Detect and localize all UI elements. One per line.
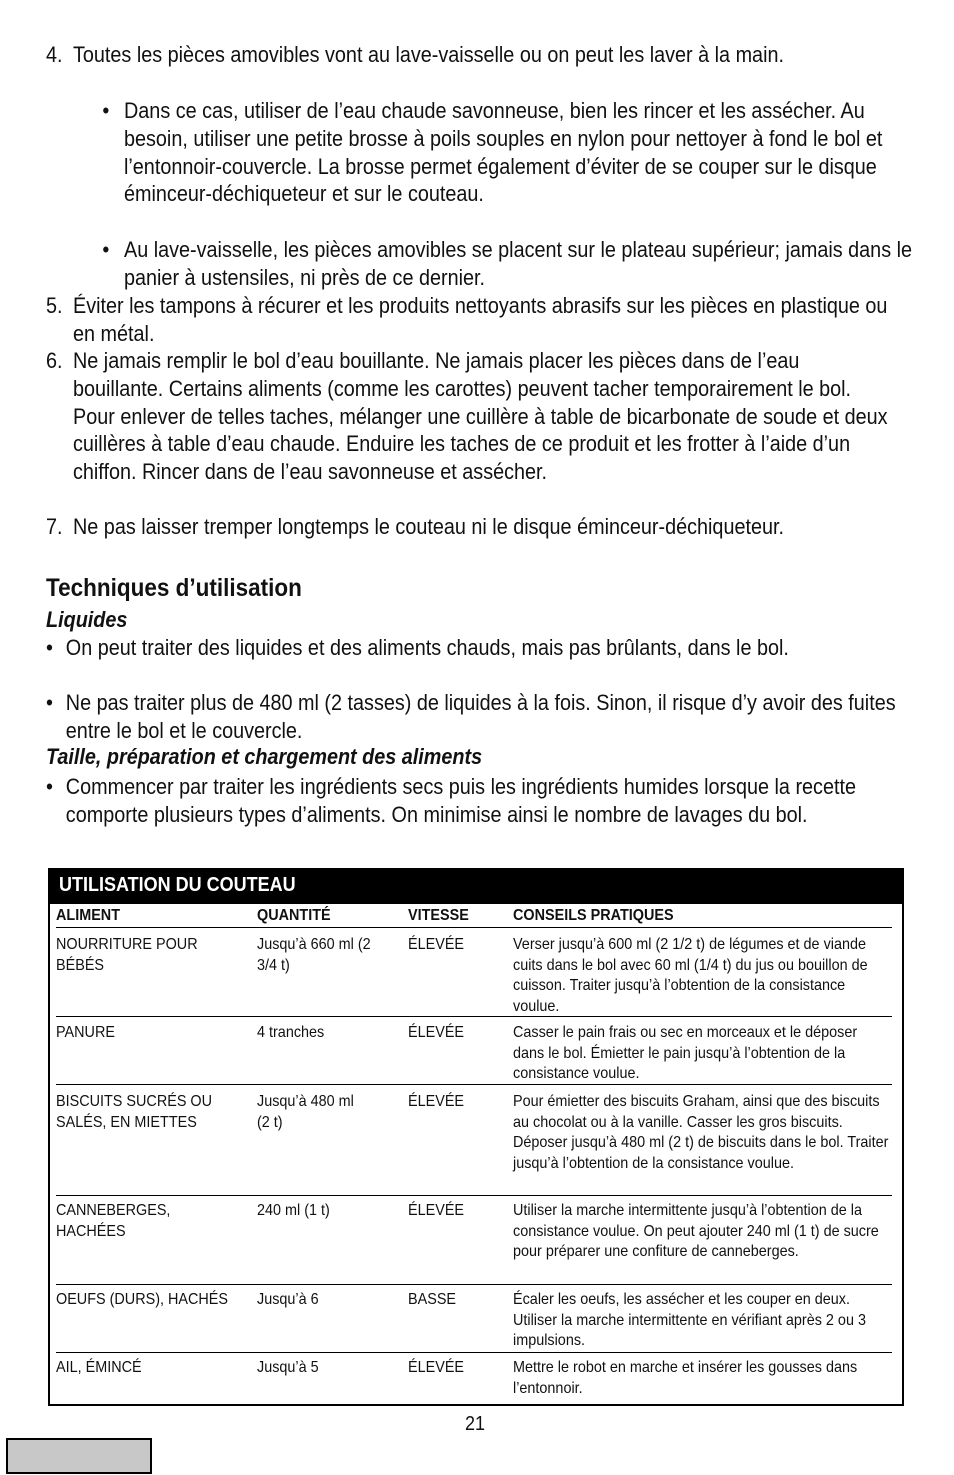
header-conseils: CONSEILS PRATIQUES bbox=[513, 907, 674, 924]
cell-aliment: OEUFS (DURS), HACHÉS bbox=[56, 1291, 229, 1308]
cell-vitesse: ÉLEVÉE bbox=[408, 1202, 465, 1219]
bullet-text: Commencer par traiter les ingrédients secs puis les ingrédients humides lorsque la recette comporte plusieurs types d’aliments. On minimise ainsi le nombre de lavages du bol. bbox=[65, 774, 856, 827]
cell-conseils: Écaler les oeufs, les assécher et les couper en deux. Utiliser la marche intermittente en vérifiant après 2 ou 3 impulsions. bbox=[513, 1291, 866, 1350]
item-text: Éviter les tampons à récurer et les produits nettoyants abrasifs sur les pièces en plastique ou en métal. bbox=[73, 293, 888, 346]
cell-aliment: NOURRITURE POUR BÉBÉS bbox=[56, 936, 198, 974]
section-heading: Techniques d’utilisation bbox=[46, 574, 302, 602]
cell-conseils: Casser le pain frais ou sec en morceaux et le déposer dans le bol. Émietter le pain jusqu’à l’obtention de la consistance voulue. bbox=[513, 1024, 858, 1083]
subheading-taille: Taille, préparation et chargement des aliments bbox=[46, 744, 483, 769]
bullet-glyph: • bbox=[46, 690, 53, 715]
cell-quantite: Jusqu’à 6 bbox=[257, 1291, 319, 1308]
cell-vitesse: ÉLEVÉE bbox=[408, 1024, 465, 1041]
cell-vitesse: ÉLEVÉE bbox=[408, 936, 465, 953]
cell-conseils: Mettre le robot en marche et insérer les gousses dans l’entonnoir. bbox=[513, 1359, 858, 1397]
bullet-glyph: • bbox=[102, 237, 110, 262]
item-number: 7. bbox=[46, 514, 63, 539]
item-number: 4. bbox=[46, 42, 63, 67]
row-divider bbox=[56, 1084, 892, 1085]
cell-quantite: 4 tranches bbox=[257, 1024, 325, 1041]
cell-quantite: Jusqu’à 5 bbox=[257, 1359, 319, 1376]
bullet-glyph: • bbox=[46, 635, 53, 660]
row-divider bbox=[56, 1284, 892, 1285]
bullet-glyph: • bbox=[46, 774, 53, 799]
knife-usage-table bbox=[48, 868, 904, 1406]
row-divider bbox=[56, 1016, 892, 1017]
subheading-liquides: Liquides bbox=[46, 607, 128, 632]
item-number: 5. bbox=[46, 293, 63, 318]
table-title-bar bbox=[50, 870, 902, 904]
corner-marker-box bbox=[6, 1438, 152, 1474]
item-number: 6. bbox=[46, 348, 63, 373]
cell-quantite: Jusqu’à 480 ml (2 t) bbox=[257, 1093, 354, 1131]
sub-bullet-hand-wash bbox=[102, 97, 916, 208]
item-text: Ne jamais remplir le bol d’eau bouillante. Ne jamais placer les pièces dans de l’eau bouillante. Certains aliments (comme les carottes) peuvent tacher temporairement le bol. Pour enlever de telles taches, mélanger une cuillère à table de bicarbonate de soude et deux cuillères à table d’eau chaude. Enduire les taches de ce produit et les frotter à l’aide d’un chiffon. Rincer dans de l’eau savonneuse et assécher. bbox=[73, 348, 888, 485]
cell-aliment: CANNEBERGES, HACHÉES bbox=[56, 1202, 171, 1240]
cell-vitesse: BASSE bbox=[408, 1291, 457, 1308]
header-quantite: QUANTITÉ bbox=[257, 907, 331, 924]
cell-aliment: AIL, ÉMINCÉ bbox=[56, 1359, 142, 1376]
cell-aliment: PANURE bbox=[56, 1024, 115, 1041]
header-aliment: ALIMENT bbox=[56, 907, 120, 924]
sub-bullet-text: Au lave-vaisselle, les pièces amovibles se placent sur le plateau supérieur; jamais dans le panier à ustensiles, ni près de ce dernier. bbox=[124, 237, 913, 290]
sub-bullet-text: Dans ce cas, utiliser de l’eau chaude savonneuse, bien les rincer et les assécher. Au besoin, utiliser une petite brosse à poils souples en nylon pour nettoyer à fond le bol et l’entonnoir-couvercle. La brosse permet également d’éviter de se couper sur le disque éminceur-déchiqueteur et sur le couteau. bbox=[124, 98, 883, 207]
cell-quantite: 240 ml (1 t) bbox=[257, 1202, 330, 1219]
row-divider bbox=[56, 1352, 892, 1353]
cell-vitesse: ÉLEVÉE bbox=[408, 1093, 465, 1110]
cell-conseils: Utiliser la marche intermittente jusqu’à l’obtention de la consistance voulue. On peut ajouter 240 ml (1 t) de sucre pour préparer une confiture de canneberges. bbox=[513, 1202, 879, 1261]
row-divider bbox=[56, 1195, 892, 1196]
sub-bullet-dishwasher bbox=[102, 236, 916, 292]
page-number: 21 bbox=[465, 1413, 486, 1435]
cell-aliment: BISCUITS SUCRÉS OU SALÉS, EN MIETTES bbox=[56, 1093, 213, 1131]
bullet-glyph: • bbox=[102, 98, 110, 123]
table-title: UTILISATION DU COUTEAU bbox=[59, 874, 296, 896]
item-text: Ne pas laisser tremper longtemps le couteau ni le disque éminceur-déchiqueteur. bbox=[73, 514, 784, 539]
cell-quantite: Jusqu’à 660 ml (2 3/4 t) bbox=[257, 936, 371, 974]
header-vitesse: VITESSE bbox=[408, 907, 469, 924]
item-text: Toutes les pièces amovibles vont au lave-vaisselle ou on peut les laver à la main. bbox=[73, 42, 784, 67]
header-divider bbox=[56, 927, 892, 928]
bullet-text: On peut traiter des liquides et des aliments chauds, mais pas brûlants, dans le bol. bbox=[65, 635, 789, 660]
cell-vitesse: ÉLEVÉE bbox=[408, 1359, 465, 1376]
cell-conseils: Pour émietter des biscuits Graham, ainsi que des biscuits au chocolat ou à la vanille. Casser les gros biscuits. Déposer jusqu’à 480 ml (2 t) de biscuits dans le bol. Traiter jusqu’à l’obtention de la consistance voulue. bbox=[513, 1093, 889, 1172]
bullet-text: Ne pas traiter plus de 480 ml (2 tasses) de liquides à la fois. Sinon, il risque d’y avoir des fuites entre le bol et le couvercle. bbox=[65, 690, 896, 743]
cell-conseils: Verser jusqu’à 600 ml (2 1/2 t) de légumes et de viande cuits dans le bol avec 60 ml (1/4 t) du jus ou bouillon de cuisson. Traiter jusqu’à l’obtention de la consistance voulue. bbox=[513, 936, 868, 1015]
